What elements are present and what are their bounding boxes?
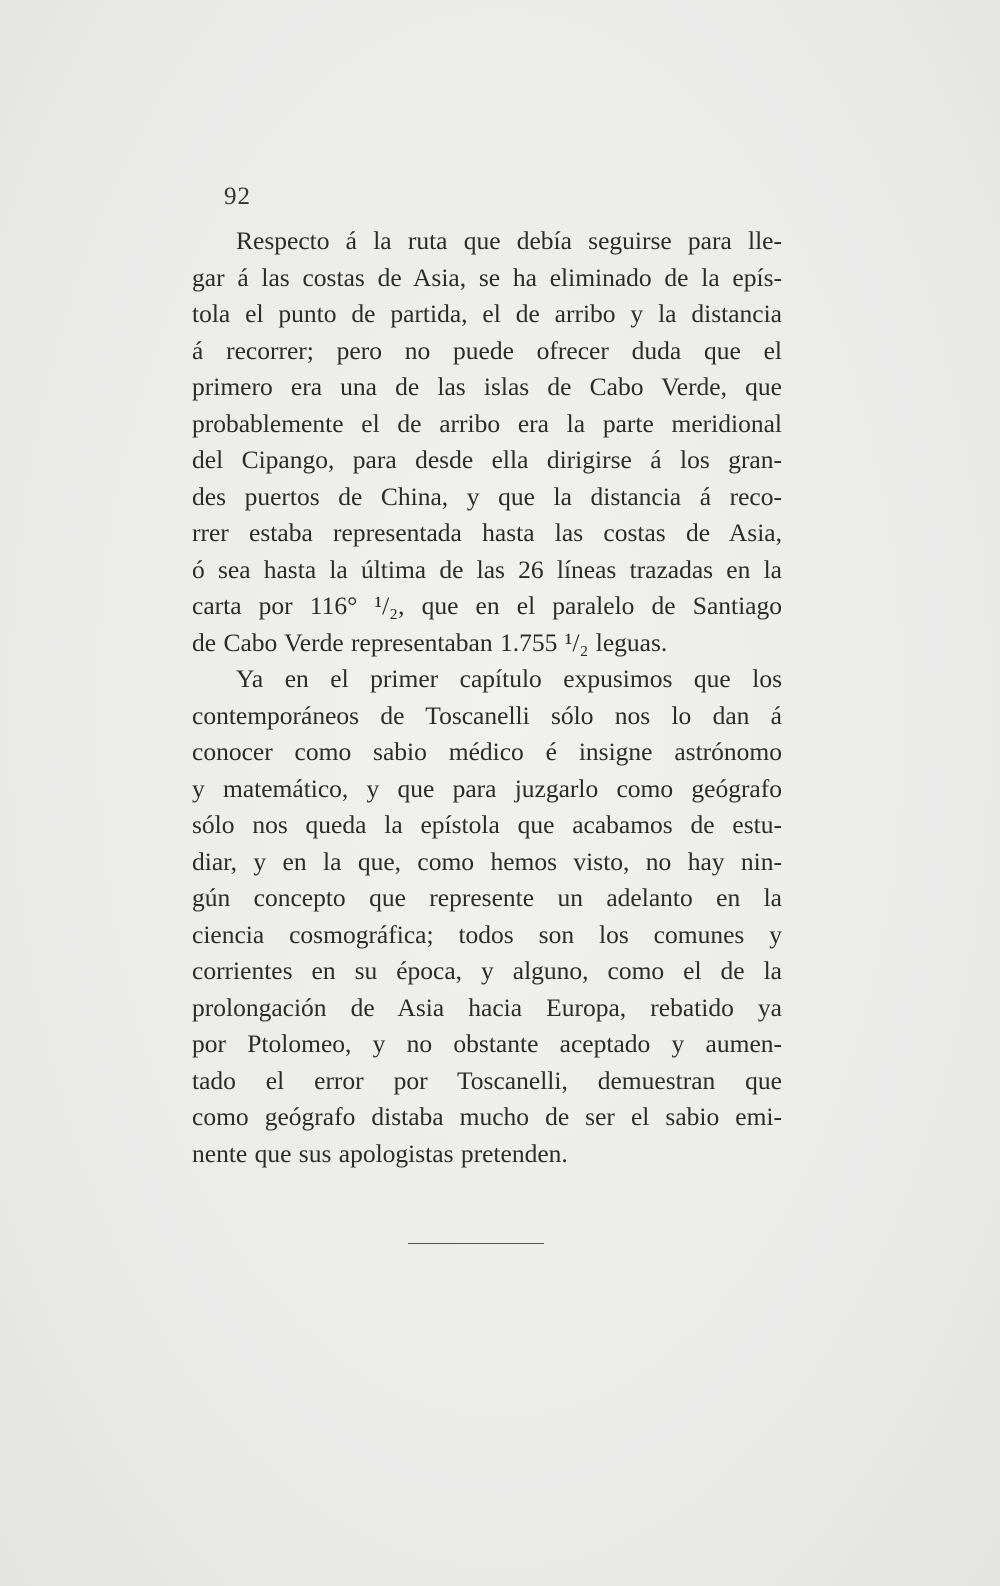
text-line: rrer estaba representada hasta las costas de Asia,	[192, 518, 782, 547]
paragraph-2	[192, 661, 782, 1172]
text-line: por Ptolomeo, y no obstante aceptado y aumen-	[192, 1029, 782, 1058]
text-line: des puertos de China, y que la distancia á reco-	[192, 481, 782, 511]
text-line: á recorrer; pero no puede ofrecer duda que el	[192, 335, 782, 365]
text-line: tado el error por Toscanelli, demuestran que	[192, 1065, 782, 1095]
text-line: ciencia cosmográfica; todos son los comunes y	[192, 919, 782, 949]
text-line: de Cabo Verde representaban 1.755 ¹/₂ leguas.	[192, 627, 668, 657]
text-line: tola el punto de partida, el de arribo y la distancia	[192, 299, 782, 328]
text-line: Ya en el primer capítulo expusimos que los	[236, 664, 782, 693]
text-line: ó sea hasta la última de las 26 líneas trazadas en la	[192, 554, 782, 584]
text-line: sólo nos queda la epístola que acabamos de estu-	[192, 810, 782, 839]
text-line: gún concepto que represente un adelanto en la	[192, 883, 782, 912]
text-line: diar, y en la que, como hemos visto, no hay nin-	[192, 846, 782, 876]
section-end-rule	[408, 1243, 544, 1244]
text-line: carta por 116° ¹/₂, que en el paralelo de Santiago	[192, 591, 782, 620]
paragraph-1	[192, 223, 782, 661]
text-line: primero era una de las islas de Cabo Verde, que	[192, 372, 782, 401]
body-text	[192, 223, 782, 1172]
text-line: corrientes en su época, y alguno, como el de la	[192, 956, 782, 985]
text-line: probablemente el de arribo era la parte meridional	[192, 408, 782, 438]
text-line: y matemático, y que para juzgarlo como geógrafo	[192, 773, 782, 803]
page-number: 92	[224, 183, 251, 210]
text-line: como geógrafo distaba mucho de ser el sabio emi-	[192, 1102, 782, 1131]
text-line: prolongación de Asia hacia Europa, rebatido ya	[192, 992, 782, 1022]
text-line: contemporáneos de Toscanelli sólo nos lo dan á	[192, 700, 782, 730]
text-line: del Cipango, para desde ella dirigirse á los gran-	[192, 445, 782, 474]
text-line: Respecto á la ruta que debía seguirse para lle-	[236, 226, 782, 255]
text-line: nente que sus apologistas pretenden.	[192, 1138, 568, 1168]
text-line: gar á las costas de Asia, se ha eliminado de la epís-	[192, 262, 782, 292]
text-line: conocer como sabio médico é insigne astrónomo	[192, 737, 782, 766]
